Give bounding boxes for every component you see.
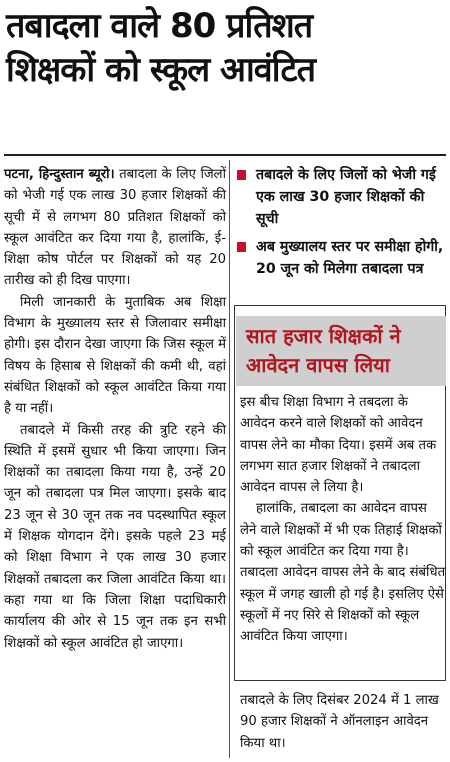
footnote: तबादले के लिए दिसंबर 2024 में 1 लाख 90 हजार शिक्षकों ने ऑनलाइन आवेदन किया था। [240, 693, 439, 751]
highlight-item [234, 164, 446, 230]
sidebar-heading-band [236, 316, 446, 386]
article-paragraph-1-text: तबादला के लिए जिलों को भेजी गई एक लाख 30 हजार शिक्षकों की सूची में से लगभग 80 प्रतिशत शिक्षकों को स्कूल आवंटित कर दिया गया है, हालांकि, ई-शिक्षा कोष पोर्टल पर शिक्षकों को यह 20 तारीख को ही दिख पाएगा। [4, 167, 226, 289]
highlights-list [234, 164, 446, 280]
highlight-item [234, 236, 446, 280]
column-divider [229, 160, 230, 758]
red-square-bullet-icon [237, 242, 246, 252]
article-paragraph-2: मिली जानकारी के मुताबिक अब शिक्षा विभाग के मुख्यालय स्तर से जिलावार समीक्षा होगी। इस दौरान देखा जाएगा कि जिस स्कूल में विषय के हिसाब से शिक्षकों की कमी थी, वहां संबंधित शिक्षकों को स्कूल आवंटित किया गया है या नहीं। [4, 294, 227, 417]
headline-line-2: शिक्षकों को स्कूल आवंटित [6, 50, 316, 90]
article-paragraph-3: तबादले में किसी तरह की त्रुटि रहने की स्थिति में इसमें सुधार भी किया जाएगा। जिन शिक्षकों का तबादला किया गया है, उन्हें 20 जून को तबादला पत्र मिल जाएगा। इसके बाद 23 जून से 30 जून तक नव पदस्थापित स्कूल में शिक्षक योगदान देंगे। इसके पहले 23 मई को शिक्षा विभाग ने एक लाख 30 हजार शिक्षकों तबादला कर जिला आवंटित किया था। कहा गया था कि जिला शिक्षा पदाधिकारी कार्यालय की ओर से 15 जून तक इन सभी शिक्षकों को स्कूल आवंटित हो जाएगा। [4, 422, 226, 651]
highlights-panel [234, 164, 446, 286]
headline [6, 4, 446, 92]
highlight-text: तबादले के लिए जिलों को भेजी गई एक लाख 30 हजार शिक्षकों की सूची [256, 167, 436, 227]
sidebar-heading: सात हजार शिक्षकों ने आवेदन वापस लिया [246, 324, 401, 377]
red-square-bullet-icon [237, 170, 246, 180]
sidebar-body [240, 392, 446, 648]
highlight-text: अब मुख्यालय स्तर पर समीक्षा होगी, 20 जून को मिलेगा तबादला पत्र [256, 239, 444, 277]
article-left-column [4, 164, 226, 654]
headline-rule [4, 154, 446, 156]
article-paragraph-1 [4, 164, 226, 292]
dateline: पटना, हिन्दुस्तान ब्यूरो। [4, 167, 115, 182]
headline-line-1: तबादला वाले 80 प्रतिशत [6, 6, 313, 46]
sidebar-paragraph-2: हालांकि, तबादला का आवेदन वापस लेने वाले शिक्षकों में भी एक तिहाई शिक्षकों को स्कूल आवंटित कर दिया गया है। तबादला आवेदन वापस लेने के बाद संबंधित स्कूल में जगह खाली हो गई है। इसलिए ऐसे स्कूलों में नए सिरे से शिक्षकों को स्कूल आवंटित किया जाएगा। [240, 501, 446, 645]
sidebar-paragraph-1: इस बीच शिक्षा विभाग ने तबदला के आवेदन करने वाले शिक्षकों को आवेदन वापस लेने का मौका दिया। इसमें अब तक लगभग सात हजार शिक्षकों ने तबादला आवेदन वापस ले लिया है। [240, 395, 437, 496]
